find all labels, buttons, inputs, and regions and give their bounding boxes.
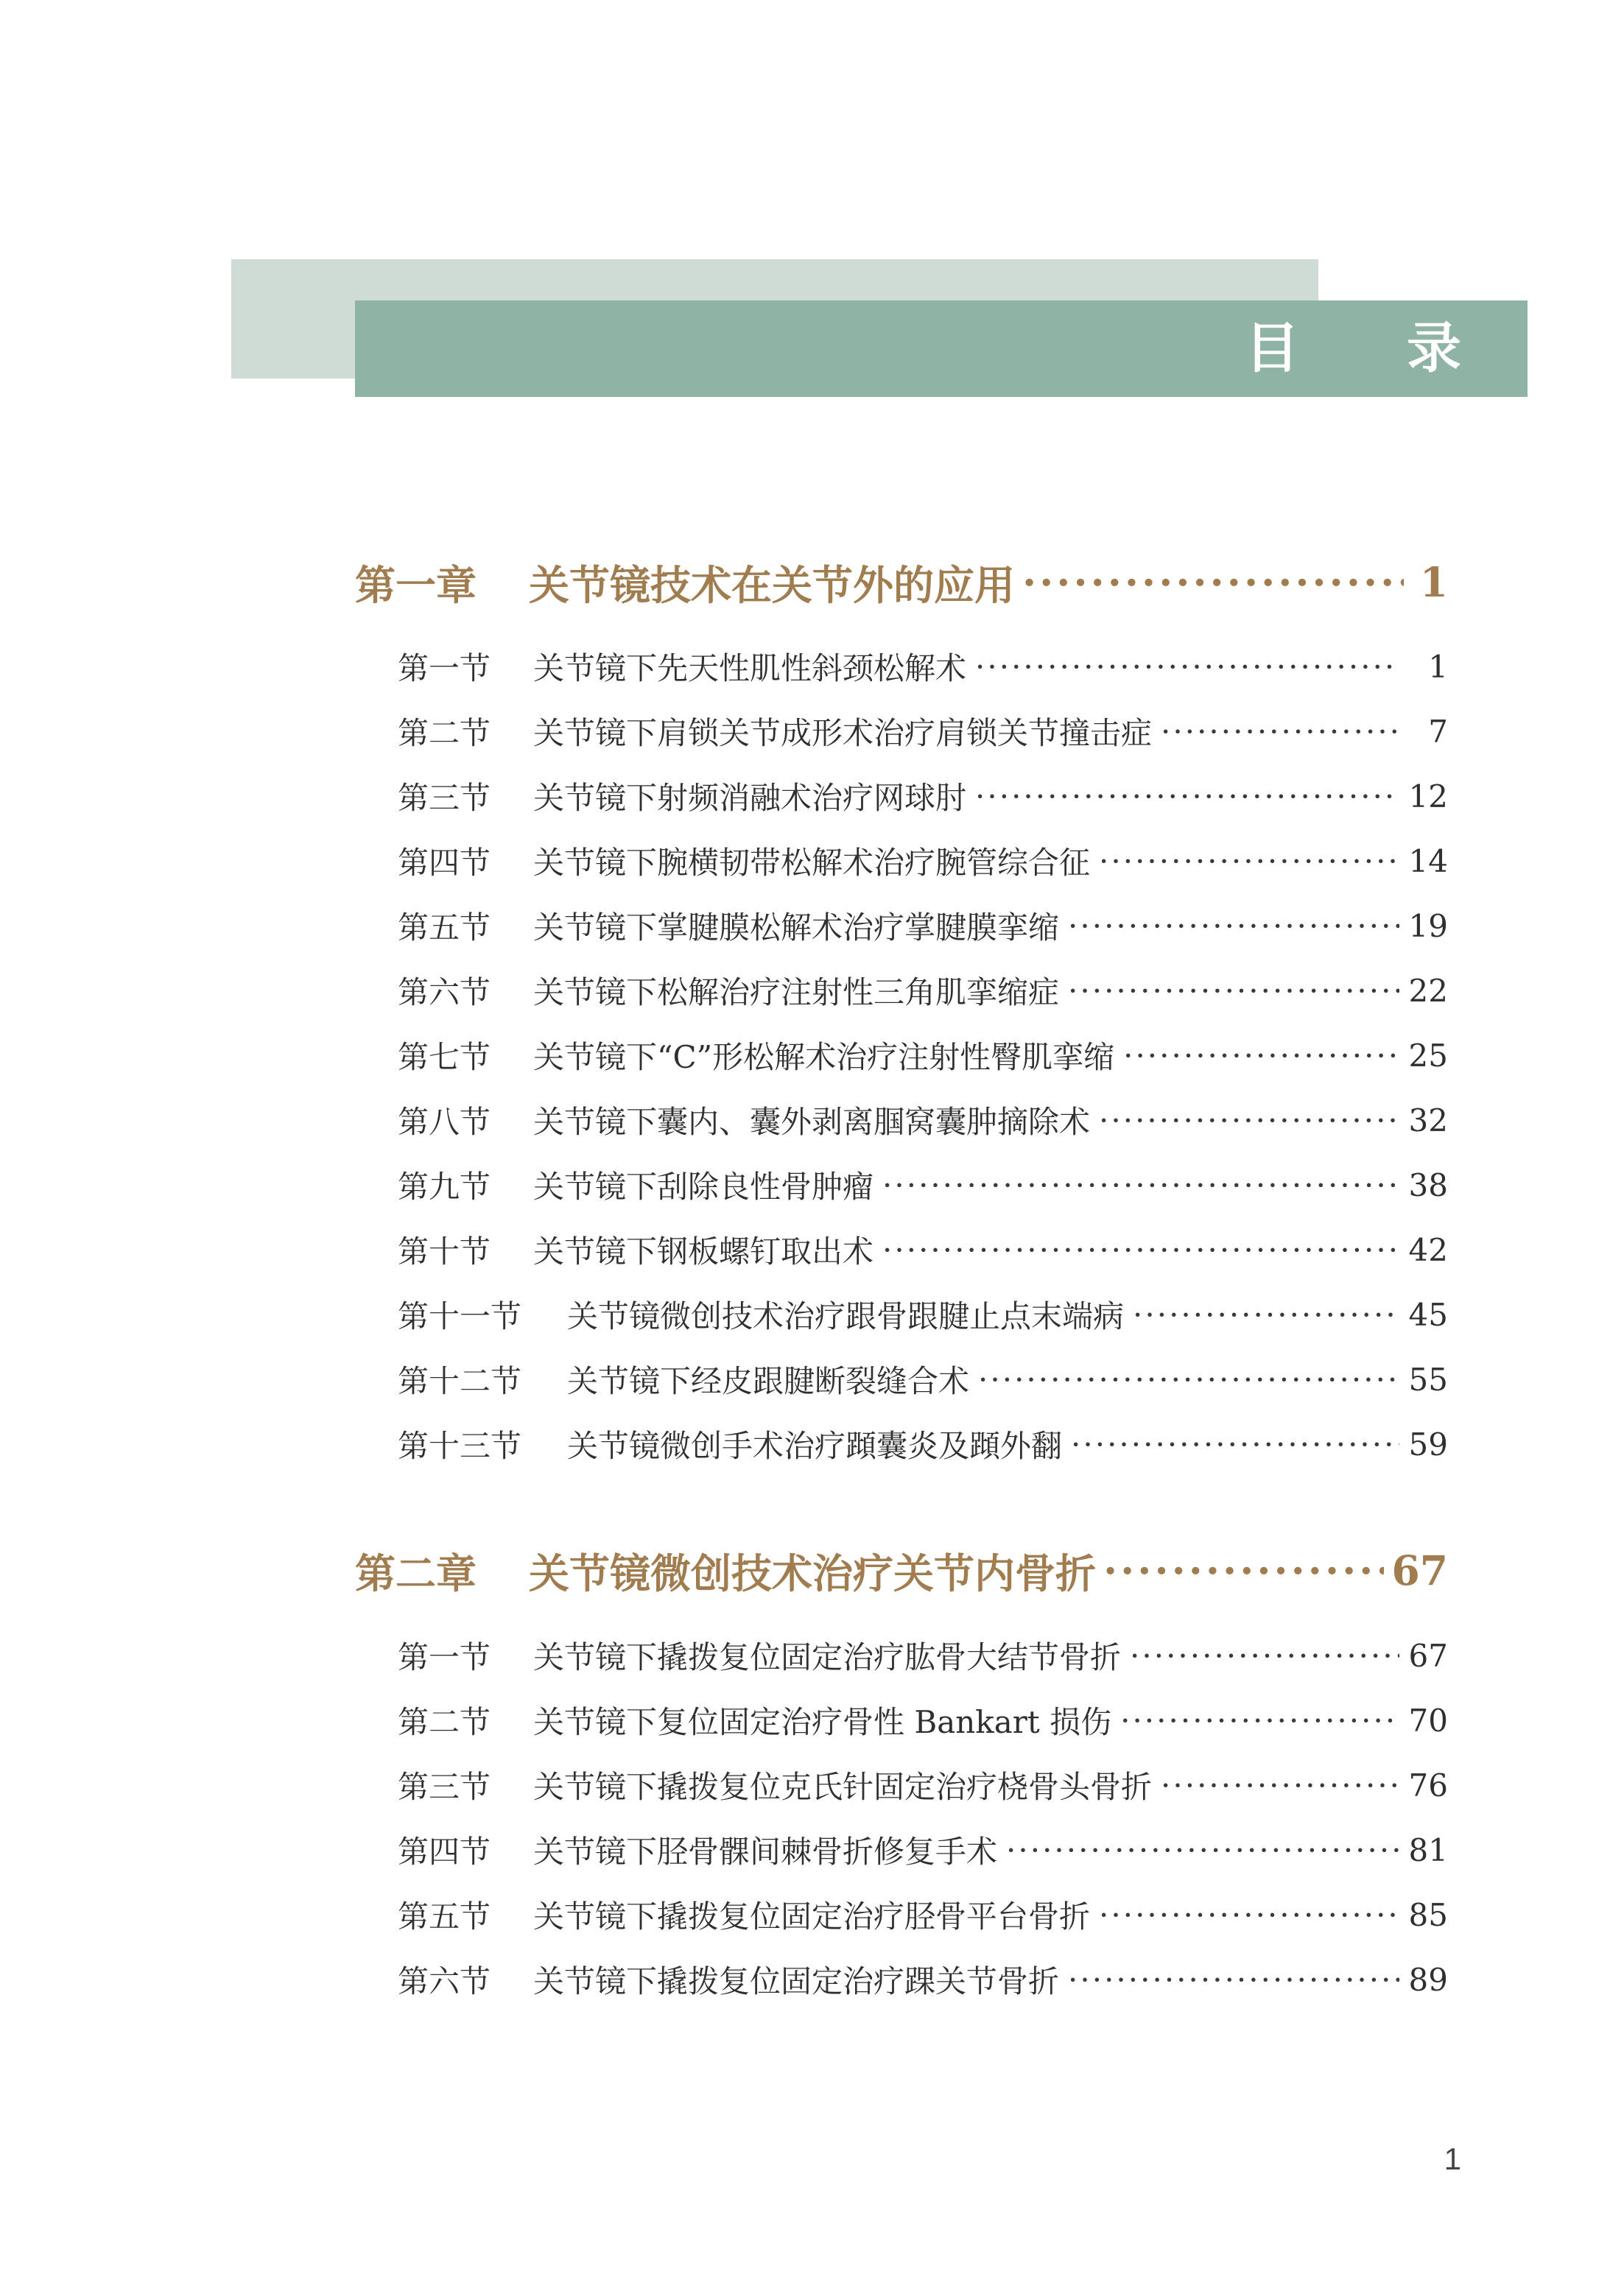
section-page: 7 <box>1428 713 1448 750</box>
toc-entry[interactable] <box>398 1889 1448 1940</box>
toc-entry[interactable] <box>398 1354 1448 1405</box>
toc-entry[interactable] <box>398 770 1448 822</box>
dot-leader <box>1133 1297 1399 1333</box>
section-page: 1 <box>1428 648 1448 685</box>
section-number: 第十节 <box>398 1233 491 1270</box>
section-number: 第三节 <box>398 1769 491 1805</box>
toc-entry[interactable] <box>398 1094 1448 1146</box>
section-title: 关节镜微创技术治疗跟骨跟腱止点末端病 <box>567 1298 1125 1334</box>
dot-leader <box>1068 908 1399 944</box>
section-number: 第六节 <box>398 1963 491 1999</box>
section-number: 第四节 <box>398 1834 491 1870</box>
section-title: 关节镜下撬拨复位固定治疗踝关节骨折 <box>533 1963 1060 1999</box>
section-title: 关节镜下撬拨复位克氏针固定治疗桡骨头骨折 <box>533 1769 1153 1805</box>
section-page: 85 <box>1408 1896 1448 1933</box>
dot-leader <box>975 778 1399 814</box>
toc-chapter-2[interactable] <box>355 1537 1448 1603</box>
dot-leader <box>1130 1638 1399 1674</box>
dot-leader <box>1022 558 1404 606</box>
toc-entry[interactable] <box>398 1694 1448 1746</box>
toc-entry[interactable] <box>398 705 1448 757</box>
section-number: 第二节 <box>398 715 491 751</box>
section-title: 关节镜下掌腱膜松解术治疗掌腱膜挛缩 <box>533 909 1060 946</box>
section-title: 关节镜微创手术治疗蹞囊炎及蹞外翻 <box>567 1428 1063 1464</box>
section-number: 第五节 <box>398 1898 491 1935</box>
section-page: 19 <box>1408 907 1448 944</box>
section-number: 第六节 <box>398 974 491 1010</box>
section-page: 12 <box>1408 778 1448 814</box>
section-title: 关节镜下钢板螺钉取出术 <box>533 1233 874 1270</box>
section-number: 第三节 <box>398 780 491 816</box>
section-number: 第四节 <box>398 845 491 881</box>
dot-leader <box>1099 1102 1399 1138</box>
section-title: 关节镜下肩锁关节成形术治疗肩锁关节撞击症 <box>533 715 1153 751</box>
toc-entry[interactable] <box>398 1030 1448 1081</box>
chapter-page: 1 <box>1419 557 1448 606</box>
section-number: 第十三节 <box>398 1428 522 1464</box>
section-title: 关节镜下撬拨复位固定治疗肱骨大结节骨折 <box>533 1639 1122 1675</box>
toc-entry[interactable] <box>398 641 1448 692</box>
section-number: 第七节 <box>398 1039 491 1075</box>
section-number: 第八节 <box>398 1104 491 1140</box>
header-banner <box>355 300 1528 397</box>
section-title: 关节镜下腕横韧带松解术治疗腕管综合征 <box>533 845 1091 881</box>
section-number: 第五节 <box>398 909 491 946</box>
dot-leader <box>1103 1546 1384 1594</box>
section-number: 第一节 <box>398 650 491 686</box>
toc-entry[interactable] <box>398 1954 1448 2005</box>
dot-leader <box>1161 714 1399 750</box>
section-page: 45 <box>1408 1296 1448 1333</box>
chapter-page: 67 <box>1391 1546 1448 1594</box>
section-title: 关节镜下胫骨髁间棘骨折修复手术 <box>533 1834 998 1870</box>
section-page: 67 <box>1408 1637 1448 1674</box>
section-page: 89 <box>1408 1961 1448 1998</box>
page-title: 目 录 <box>1245 317 1505 380</box>
section-title: 关节镜下囊内、囊外剥离腘窝囊肿摘除术 <box>533 1104 1091 1140</box>
section-page: 14 <box>1408 842 1448 879</box>
dot-leader <box>1099 1897 1399 1933</box>
section-number: 第十二节 <box>398 1363 522 1399</box>
dot-leader <box>978 1362 1399 1398</box>
toc-entry[interactable] <box>398 835 1448 887</box>
section-page: 70 <box>1408 1702 1448 1739</box>
section-page: 55 <box>1408 1361 1448 1398</box>
toc-entry[interactable] <box>398 900 1448 951</box>
section-title: 关节镜下撬拨复位固定治疗胫骨平台骨折 <box>533 1898 1091 1935</box>
toc-entry[interactable] <box>398 1824 1448 1876</box>
section-title: 关节镜下松解治疗注射性三角肌挛缩症 <box>533 974 1060 1010</box>
section-page: 81 <box>1408 1831 1448 1868</box>
dot-leader <box>1120 1703 1399 1739</box>
section-page: 76 <box>1408 1767 1448 1803</box>
section-page: 59 <box>1408 1426 1448 1463</box>
dot-leader <box>882 1167 1399 1203</box>
chapter-number: 第一章 <box>355 560 477 609</box>
section-number: 第九节 <box>398 1169 491 1205</box>
dot-leader <box>1068 1962 1399 1998</box>
section-page: 38 <box>1408 1166 1448 1203</box>
dot-leader <box>1068 973 1399 1009</box>
toc-entry[interactable] <box>398 1630 1448 1681</box>
section-page: 25 <box>1408 1037 1448 1074</box>
section-title: 关节镜下经皮跟腱断裂缝合术 <box>567 1363 970 1399</box>
toc-chapter-1[interactable] <box>355 549 1448 615</box>
section-page: 32 <box>1408 1102 1448 1138</box>
section-title: 关节镜下先天性肌性斜颈松解术 <box>533 650 967 686</box>
chapter-title: 关节镜微创技术治疗关节内骨折 <box>529 1549 1097 1597</box>
toc-entry[interactable] <box>398 1418 1448 1470</box>
dot-leader <box>1099 843 1399 879</box>
chapter-number: 第二章 <box>355 1549 477 1597</box>
toc-entry[interactable] <box>398 1289 1448 1340</box>
section-page: 42 <box>1408 1231 1448 1268</box>
dot-leader <box>1071 1426 1399 1463</box>
section-number: 第二节 <box>398 1704 491 1740</box>
page-number: 1 <box>1444 2141 1461 2176</box>
toc-entry[interactable] <box>398 1759 1448 1811</box>
chapter-title: 关节镜技术在关节外的应用 <box>529 560 1016 609</box>
section-number: 第一节 <box>398 1639 491 1675</box>
section-page: 22 <box>1408 972 1448 1009</box>
dot-leader <box>1006 1832 1399 1868</box>
dot-leader <box>1123 1038 1399 1074</box>
dot-leader <box>1161 1767 1399 1803</box>
dot-leader <box>882 1232 1399 1268</box>
toc-entry[interactable] <box>398 1224 1448 1275</box>
section-number: 第十一节 <box>398 1298 522 1334</box>
toc-entry[interactable] <box>398 965 1448 1016</box>
dot-leader <box>975 649 1399 685</box>
toc-entry[interactable] <box>398 1159 1448 1211</box>
section-title: 关节镜下“C”形松解术治疗注射性臀肌挛缩 <box>533 1039 1115 1075</box>
section-title: 关节镜下复位固定治疗骨性 Bankart 损伤 <box>533 1704 1112 1740</box>
section-title: 关节镜下射频消融术治疗网球肘 <box>533 780 967 816</box>
section-title: 关节镜下刮除良性骨肿瘤 <box>533 1169 874 1205</box>
